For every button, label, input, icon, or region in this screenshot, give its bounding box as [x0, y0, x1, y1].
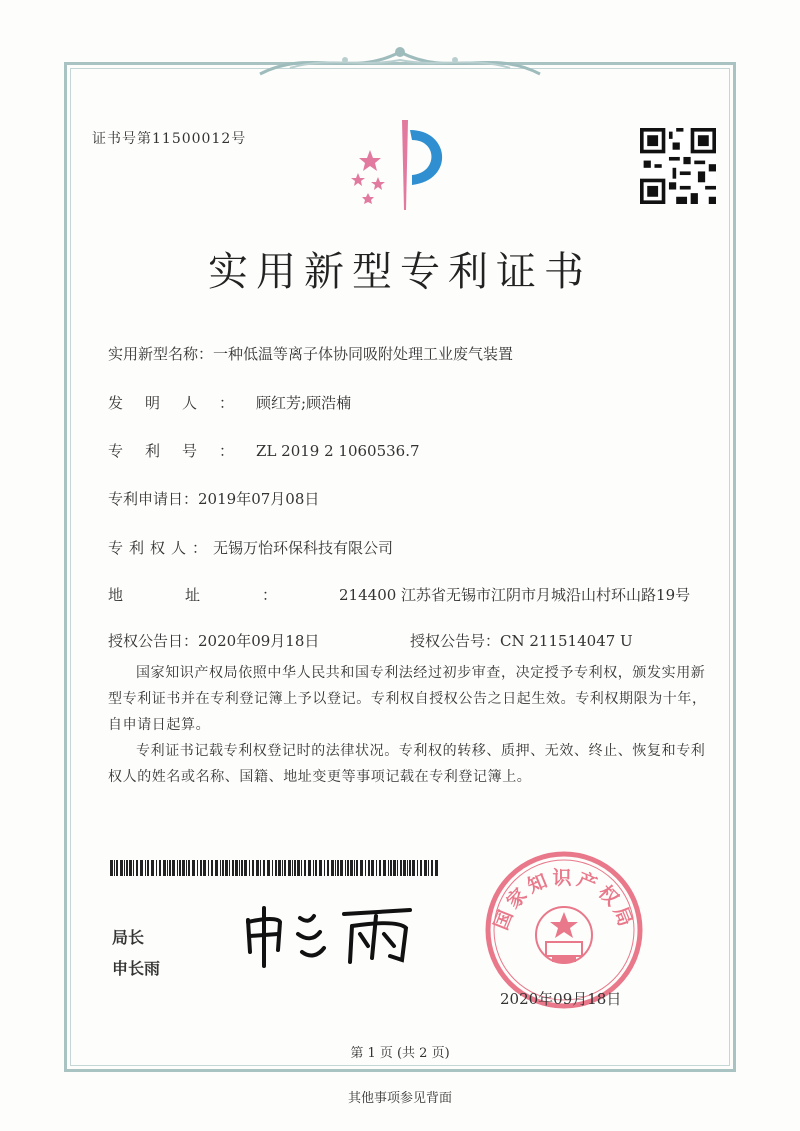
field-utility-model-name: [108, 343, 513, 364]
director-name: 申长雨: [112, 959, 161, 978]
field-value: 214400 江苏省无锡市江阴市月城沿山村环山路19号: [339, 586, 691, 604]
svg-text:国家知识产权局: 国家知识产权局: [490, 867, 638, 934]
field-label: 专利号：: [108, 442, 257, 460]
field-value: 2020年09月18日: [198, 632, 320, 650]
field-value: ZL 2019 2 1060536.7: [256, 442, 420, 460]
field-label: 实用新型名称：: [108, 345, 214, 363]
top-ornament: [250, 38, 550, 82]
certificate-number: 证书号第11500012号: [92, 131, 247, 147]
field-grant-date: [108, 630, 319, 651]
statement-paragraph: 专利证书记载专利权登记时的法律状况。专利权的转移、质押、无效、终止、恢复和专利权人的姓名或名称、国籍、地址变更等事项记载在专利登记簿上。: [108, 743, 706, 785]
field-label: 发明人：: [108, 394, 257, 412]
field-inventor: [108, 392, 351, 413]
field-label: 地址：: [108, 586, 340, 604]
field-value: 无锡万怡环保科技有限公司: [213, 539, 394, 557]
director-title: 局长: [112, 928, 145, 947]
page-number: 第 1 页 (共 2 页): [350, 1046, 450, 1061]
field-application-date: [108, 488, 319, 509]
field-label: 授权公告日：: [108, 632, 199, 650]
field-patent-number: [108, 440, 420, 461]
statement-paragraph: 国家知识产权局依照中华人民共和国专利法经过初步审查，决定授予专利权，颁发实用新型专利证书并在专利登记簿上予以登记。专利权自授权公告之日起生效。专利权期限为十年，自申请日起算。: [108, 665, 707, 733]
field-value: CN 211514047 U: [500, 632, 633, 650]
cnipa-logo-icon: [340, 115, 460, 215]
field-grant-number: [410, 630, 633, 651]
director-signature: [240, 900, 420, 970]
certificate-title: 实用新型专利证书: [208, 249, 592, 295]
field-label: 专利权人：: [108, 539, 214, 557]
barcode-icon: [110, 860, 440, 876]
field-label: 专利申请日：: [108, 490, 199, 508]
field-patentee: [108, 537, 393, 558]
qr-code-icon: [640, 128, 716, 204]
field-address: [108, 584, 690, 605]
seal-date: 2020年09月18日: [500, 990, 622, 1008]
official-seal: [484, 850, 644, 1010]
field-value: 一种低温等离子体协同吸附处理工业废气装置: [213, 345, 514, 363]
field-value: 2019年07月08日: [198, 490, 320, 508]
field-label: 授权公告号：: [410, 632, 501, 650]
field-value: 顾红芳;顾浩楠: [256, 394, 352, 412]
footer-note: 其他事项参见背面: [347, 1091, 452, 1106]
